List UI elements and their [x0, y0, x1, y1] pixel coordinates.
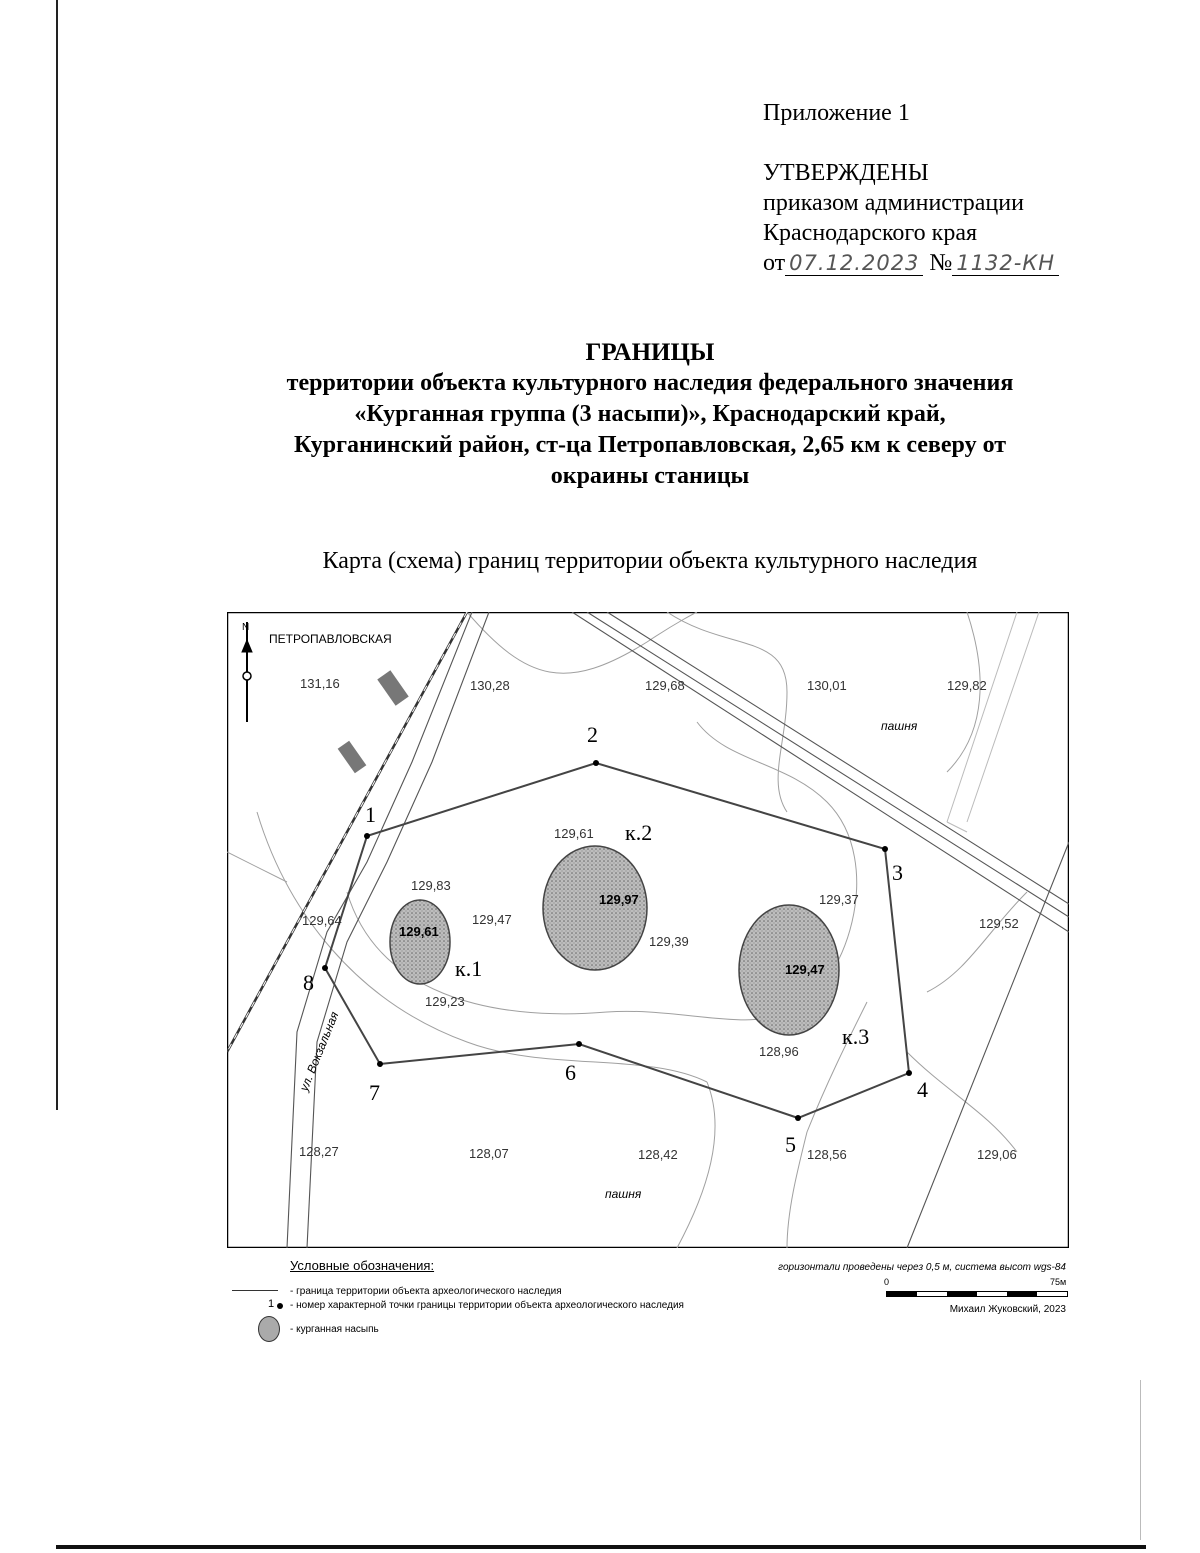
elevation-label: 129,61	[554, 826, 594, 841]
date-prefix: от	[763, 250, 786, 276]
legend-boundary-line	[232, 1290, 278, 1291]
elevation-label: 129,64	[302, 913, 342, 928]
elevation-label: 128,42	[638, 1147, 678, 1162]
title-line2: «Курганная группа (3 насыпи)», Краснодарский край,	[354, 401, 946, 427]
mound-elevation-1: 129,61	[399, 924, 439, 939]
mound-elevation-3: 129,47	[785, 962, 825, 977]
scan-edge-bottom	[56, 1545, 1146, 1549]
approved-line3: Краснодарского края	[763, 220, 978, 246]
legend-item-mound: - курганная насыпь	[290, 1324, 379, 1335]
title-line3: Курганинский район, ст-ца Петропавловская, 2,65 км к северу от	[293, 432, 1007, 458]
field-label-bottom: пашня	[605, 1187, 642, 1201]
elevation-label: 128,56	[807, 1147, 847, 1162]
map-legend	[230, 1256, 1070, 1346]
legend-mound-icon	[258, 1316, 280, 1342]
order-date: 07.12.2023	[785, 251, 923, 276]
title-heading: ГРАНИЦЫ	[585, 339, 715, 366]
mound-elevation-2: 129,97	[599, 892, 639, 907]
elevation-label: 129,82	[947, 678, 987, 693]
point-label-6: 6	[565, 1060, 576, 1085]
mound-1	[390, 900, 450, 984]
approval-block	[763, 98, 1059, 278]
mound-label-1: к.1	[455, 956, 483, 981]
point-label-1: 1	[365, 802, 376, 827]
field-label-top: пашня	[881, 719, 918, 733]
elevation-label: 130,01	[807, 678, 847, 693]
map-caption: Карта (схема) границ территории объекта культурного наследия	[322, 548, 978, 574]
elevation-label: 129,83	[411, 878, 451, 893]
elevation-label: 128,27	[299, 1144, 339, 1159]
elevation-label: 129,39	[649, 934, 689, 949]
point-label-7: 7	[369, 1080, 380, 1105]
approved-line2: приказом администрации	[763, 190, 1024, 216]
legend-title: Условные обозначения:	[290, 1258, 435, 1273]
point-label-5: 5	[785, 1132, 796, 1157]
scan-edge-right	[1140, 1380, 1141, 1540]
elevation-label: 129,37	[819, 892, 859, 907]
elevation-label: 128,07	[469, 1146, 509, 1161]
street-label: ул. Вокзальная	[296, 1009, 342, 1094]
scan-edge-left	[56, 0, 58, 1110]
title-line1: территории объекта культурного наследия федерального значения	[286, 370, 1014, 396]
scale-start-label: 0	[884, 1277, 890, 1287]
elevation-label: 129,52	[979, 916, 1019, 931]
order-line	[763, 248, 1059, 278]
legend-item-point: - номер характерной точки границы территории объекта археологического наследия	[290, 1300, 684, 1311]
title-line4: окраины станицы	[550, 463, 750, 489]
elevation-label: 128,96	[759, 1044, 799, 1059]
scale-end-label: 75м	[1050, 1277, 1067, 1287]
mound-label-2: к.2	[625, 820, 653, 845]
point-label-3: 3	[892, 860, 903, 885]
elevation-label: 131,16	[300, 676, 340, 691]
number-prefix: №	[929, 250, 953, 276]
mound-2	[543, 846, 647, 970]
legend-item-boundary: - граница территории объекта археологического наследия	[290, 1286, 562, 1297]
settlement-label: ПЕТРОПАВЛОВСКАЯ	[269, 632, 392, 646]
contour-note: горизонтали проведены через 0,5 м, система высот wgs-84	[778, 1262, 1066, 1273]
elevation-label: 129,68	[645, 678, 685, 693]
boundary-map	[227, 612, 1069, 1248]
annex-label: Приложение 1	[763, 100, 910, 126]
order-number: 1132-КН	[952, 251, 1059, 276]
point-label-8: 8	[303, 970, 314, 995]
elevation-label: 130,28	[470, 678, 510, 693]
elevation-label: 129,06	[977, 1147, 1017, 1162]
map-author: Михаил Жуковский, 2023	[949, 1304, 1066, 1315]
document-title	[150, 337, 1150, 492]
point-label-4: 4	[917, 1077, 928, 1102]
elevation-label: 129,47	[472, 912, 512, 927]
approved-label: УТВЕРЖДЕНЫ	[763, 160, 929, 186]
legend-point-dot-icon	[277, 1303, 283, 1309]
scale-bar	[886, 1291, 1068, 1297]
legend-point-number: 1	[268, 1298, 275, 1310]
point-label-2: 2	[587, 722, 598, 747]
elevation-label: 129,23	[425, 994, 465, 1009]
north-letter: N	[242, 622, 250, 633]
mound-label-3: к.3	[842, 1024, 870, 1049]
